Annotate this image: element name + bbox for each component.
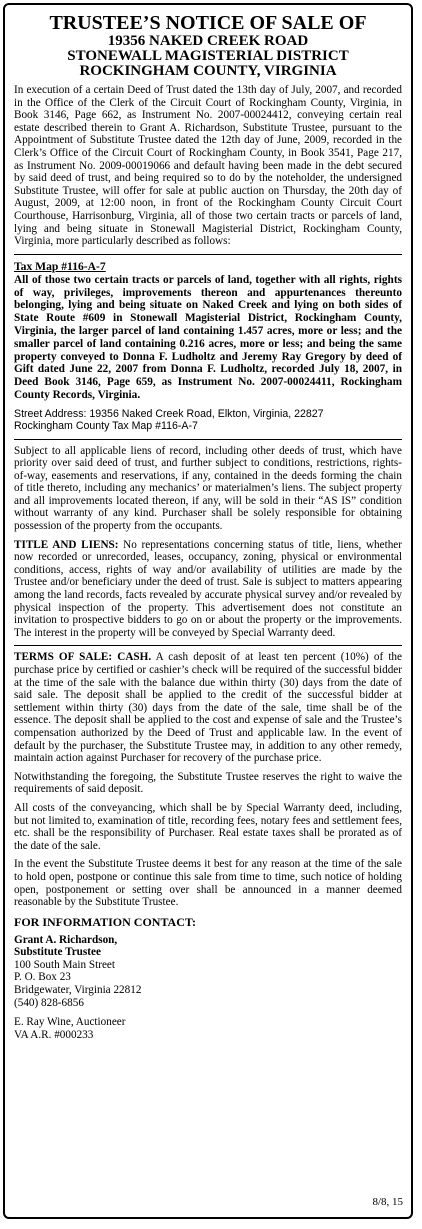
hold-open-paragraph: In the event the Substitute Trustee deems it best for any reason at the time of the sale to hold open, postpone or continue this sale from time to time, such notice of holding open, postponement or setting over shall be announced in a manner deemed reasonable by the Substitute Trustee.	[14, 858, 402, 909]
property-description: All of those two certain tracts or parcels of land, together with all rights, rights of way, privileges, improvements thereon and appurtenances thereunto belonging, lying and being situate on Naked Creek and lying on both sides of State Route #609 in Stonewall Magisterial District, Rockingham County, Virginia, the larger parcel of land containing 1.457 acres, more or less; and the smaller parcel of land containing 0.216 acres, more or less; and being the same property conveyed to Donna F. Ludholtz and Jeremy Ray Gregory by deed of Gift dated June 22, 2007 from Donna F. Ludholtz, recorded July 18, 2007, in Deed Book 3146, Page 659, as Instrument No. 2007-00024411, Rockingham County Records, Virginia.	[14, 273, 402, 401]
section-divider	[14, 254, 402, 255]
notwithstanding-paragraph: Notwithstanding the foregoing, the Substitute Trustee reserves the right to waive the requirements of said deposit.	[14, 770, 402, 796]
county-heading: ROCKINGHAM COUNTY, VIRGINIA	[79, 63, 337, 79]
section-divider	[14, 439, 402, 440]
contact-city: Bridgewater, Virginia 22812	[14, 984, 142, 997]
title-liens-label: TITLE AND LIENS:	[14, 538, 119, 551]
terms-label: TERMS OF SALE: CASH.	[14, 651, 152, 664]
terms-paragraph	[14, 651, 402, 764]
contact-pobox: P. O. Box 23	[14, 971, 71, 984]
terms-text: A cash deposit of at least ten percent (10%) of the purchase price by certified or cashier’s check will be required of the successful bidder at the time of the sale with the balance due within thirty (30) days from the date of said sale. The deposit shall be applied to the credit of the successful bidder at settlement within thirty (30) days from the date of the sale, time shall be of the essence. The deposit shall be applied to the cost and expense of sale and the Trustee’s compensation authorized by the Deed of Trust and applicable law. In the event of default by the purchaser, the Substitute Trustee may, in addition to any other remedy, maintain action against Purchaser for recovery of the purchase price.	[14, 651, 402, 765]
auctioneer-name: E. Ray Wine, Auctioneer	[14, 1016, 126, 1029]
contact-phone: (540) 828-6856	[14, 996, 84, 1009]
auctioneer-license: VA A.R. #000233	[14, 1028, 94, 1041]
contact-block	[14, 934, 402, 1042]
street-address-block	[14, 408, 402, 433]
contact-street: 100 South Main Street	[14, 958, 115, 971]
costs-paragraph: All costs of the conveyancing, which shall be by Special Warranty deed, including, but not limited to, examination of title, recording fees, notary fees and settlement fees, etc. shall be the responsibility of Purchaser. Real estate taxes shall be prorated as of the date of the sale.	[14, 801, 402, 852]
contact-heading: FOR INFORMATION CONTACT:	[14, 914, 196, 929]
title-liens-text: No representations concerning status of title, liens, whether now recorded or unrecorded, leases, occupancy, zoning, physical or environmental conditions, access, rights of way and/or availability of utilities are made by the Trustee and/or beneficiary under the deed of trust. Sale is subject to matters appearing among the land records, facts revealed by accurate physical survey and/or revealed by physical inspection of the property. This advertisement does not constitute an invitation to prospective bidders to go on or about the property or the improvements. The interest in the property will be conveyed by Special Warranty deed.	[14, 538, 402, 639]
legal-notice	[3, 3, 413, 1219]
publication-date-code: 8/8, 15	[372, 1196, 403, 1208]
street-address: Street Address: 19356 Naked Creek Road, Elkton, Virginia, 22827	[14, 407, 324, 420]
subject-to-paragraph: Subject to all applicable liens of record, including other deeds of trust, which have priority over said deed of trust, and further subject to conditions, restrictions, rights-of-way, easements and reservations, if any, contained in the deeds forming the chain of title thereto, including any mechanics’ or materialmen’s liens. The subject property and all improvements located thereon, if any, will be sold in their “AS IS” condition without warranty of any kind. Purchaser shall be solely responsible for obtaining possession of the property from the occupants.	[14, 444, 402, 533]
section-divider	[14, 645, 402, 646]
district-heading: STONEWALL MAGISTERIAL DISTRICT	[67, 48, 349, 64]
contact-role: Substitute Trustee	[14, 946, 101, 959]
notice-title: TRUSTEE’S NOTICE OF SALE OF	[49, 12, 367, 34]
tax-map-heading: Tax Map #116-A-7	[14, 259, 106, 273]
title-liens-paragraph	[14, 539, 402, 640]
notice-header	[14, 13, 402, 79]
tax-map-line: Rockingham County Tax Map #116-A-7	[14, 420, 198, 433]
intro-paragraph: In execution of a certain Deed of Trust dated the 13th day of July, 2007, and recorded in the Office of the Clerk of the Circuit Court of Rockingham County, Virginia, in Book 3146, Page 662, as Instrument No. 2007-00024412, conveying certain real estate described therein to Grant A. Richardson, Substitute Trustee, pursuant to the Appointment of Substitute Trustee dated the 12th day of June, 2009, recorded in the Clerk’s Office of the Circuit Court of Rockingham County, in Book 3541, Page 217, as Instrument No. 2009-00019066 and default having been made in the debt secured by said deed of trust, and being required so to do by the noteholder, the undersigned Substitute Trustee, will offer for sale at public auction on Thursday, the 20th day of August, 2009, at 12:00 noon, in front of the Rockingham County Circuit Court Courthouse, Harrisonburg, Virginia, all of those two certain tracts or parcels of land, lying and being situate in Stonewall Magisterial District, Rockingham County, Virginia, more particularly described as follows:	[14, 84, 402, 248]
property-address-heading: 19356 NAKED CREEK ROAD	[107, 33, 309, 49]
contact-name: Grant A. Richardson,	[14, 933, 118, 946]
